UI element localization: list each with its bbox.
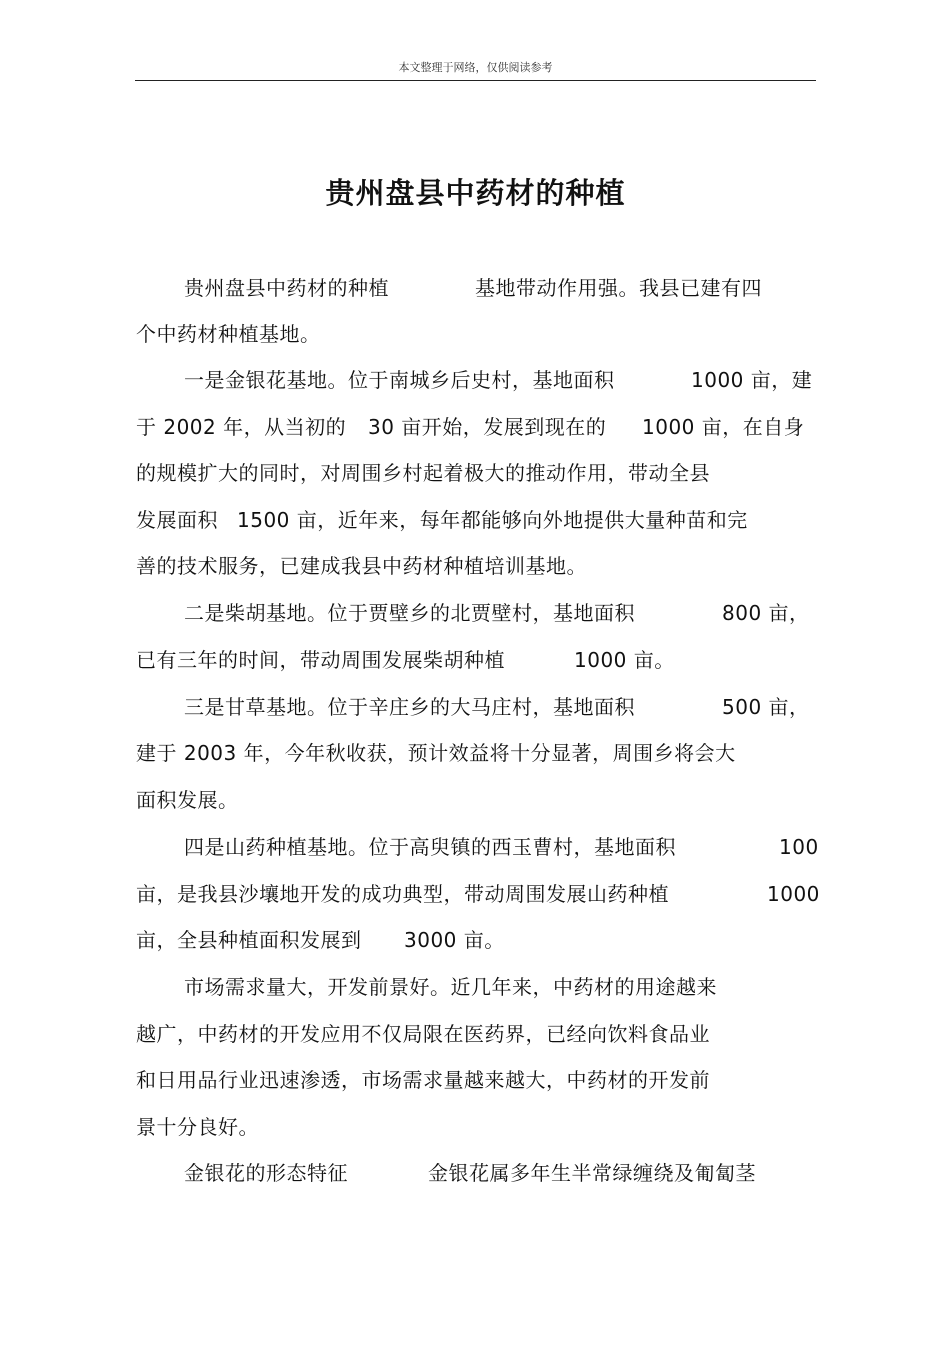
text-line — [0, 543, 950, 589]
text-line — [0, 871, 950, 917]
text-segment: 三是甘草基地。位于辛庄乡的大马庄村，基地面积 — [184, 695, 635, 719]
text-segment: 的规模扩大的同时，对周围乡村起着极大的推动作用，带动全县 — [136, 461, 710, 485]
text-line — [0, 357, 950, 403]
text-segment: 30 亩开始，发展到现在的 — [368, 415, 607, 439]
text-line — [0, 265, 950, 311]
text-segment: 1500 亩，近年来，每年都能够向外地提供大量种苗和完 — [237, 508, 748, 532]
text-line — [0, 1150, 950, 1196]
text-line — [0, 964, 950, 1010]
text-segment: 基地带动作用强。我县已建有四 — [475, 276, 762, 300]
text-segment: 贵州盘县中药材的种植 — [184, 276, 389, 300]
text-line — [0, 917, 950, 963]
text-segment: 亩，是我县沙壤地开发的成功典型，带动周围发展山药种植 — [136, 882, 669, 906]
text-line — [0, 1057, 950, 1103]
text-segment: 市场需求量大，开发前景好。近几年来，中药材的用途越来 — [184, 975, 717, 999]
text-line — [0, 1104, 950, 1150]
text-segment: 1000 亩，在自身 — [642, 415, 805, 439]
page-header: 本文整理于网络，仅供阅读参考 — [398, 61, 553, 74]
text-segment: 发展面积 — [136, 508, 218, 532]
text-segment: 500 亩， — [722, 695, 810, 719]
text-segment: 亩，全县种植面积发展到 — [136, 928, 362, 952]
text-segment: 越广，中药材的开发应用不仅局限在医药界，已经向饮料食品业 — [136, 1022, 710, 1046]
text-segment: 和日用品行业迅速渗透，市场需求量越来越大，中药材的开发前 — [136, 1068, 710, 1092]
text-line — [0, 311, 950, 357]
text-segment: 景十分良好。 — [136, 1115, 259, 1139]
text-line — [0, 404, 950, 450]
text-segment: 于 2002 年，从当初的 — [136, 415, 347, 439]
text-segment: 800 亩， — [722, 601, 810, 625]
text-line — [0, 590, 950, 636]
text-segment: 面积发展。 — [136, 788, 239, 812]
text-segment: 善的技术服务，已建成我县中药材种植培训基地。 — [136, 554, 587, 578]
text-line — [0, 497, 950, 543]
document-title: 贵州盘县中药材的种植 — [325, 176, 626, 211]
text-segment: 建于 2003 年，今年秋收获，预计效益将十分显著，周围乡将会大 — [136, 741, 736, 765]
text-segment: 1000 亩，建 — [691, 368, 813, 392]
text-line — [0, 450, 950, 496]
text-segment: 1000 — [767, 882, 820, 906]
header-divider — [135, 80, 816, 81]
text-line — [0, 730, 950, 776]
text-segment: 1000 亩。 — [574, 648, 675, 672]
text-segment: 一是金银花基地。位于南城乡后史村，基地面积 — [184, 368, 615, 392]
text-line — [0, 824, 950, 870]
text-segment: 3000 亩。 — [404, 928, 505, 952]
text-segment: 金银花的形态特征 — [184, 1161, 348, 1185]
text-segment: 个中药材种植基地。 — [136, 322, 321, 346]
text-segment: 金银花属多年生半常绿缠绕及匍匐茎 — [428, 1161, 756, 1185]
text-line — [0, 684, 950, 730]
text-segment: 四是山药种植基地。位于高臾镇的西玉曹村，基地面积 — [184, 835, 676, 859]
text-line — [0, 777, 950, 823]
text-line — [0, 1011, 950, 1057]
text-line — [0, 637, 950, 683]
text-segment: 二是柴胡基地。位于贾壁乡的北贾壁村，基地面积 — [184, 601, 635, 625]
text-segment: 100 — [779, 835, 819, 859]
text-segment: 已有三年的时间，带动周围发展柴胡种植 — [136, 648, 505, 672]
